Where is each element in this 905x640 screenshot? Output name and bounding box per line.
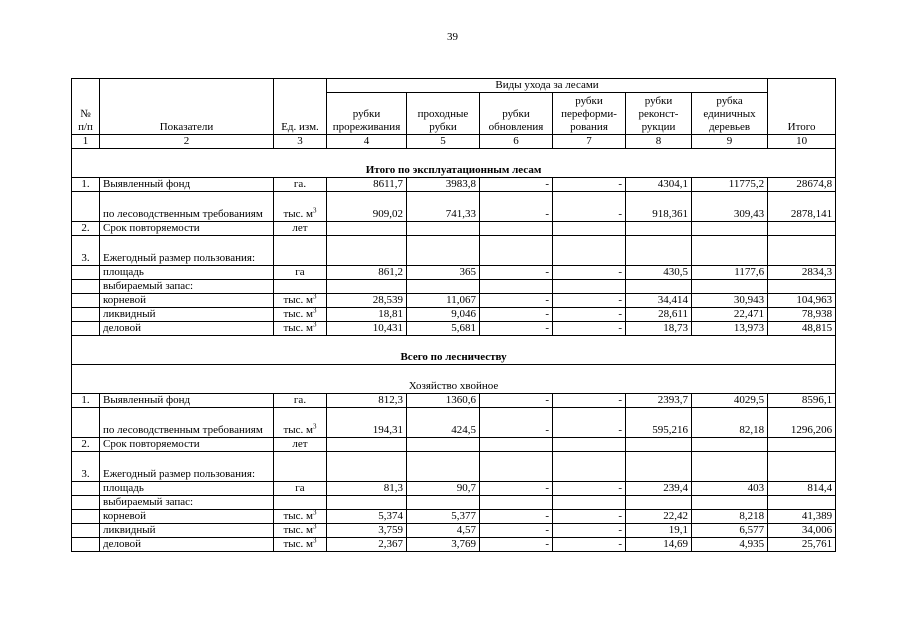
row-number: 2. xyxy=(72,222,100,236)
row-value-6: - xyxy=(480,308,553,322)
row-value-7: - xyxy=(553,308,626,322)
row-value-5 xyxy=(407,280,480,294)
row-value-8: 14,69 xyxy=(626,538,692,552)
row-value-4 xyxy=(327,496,407,510)
row-value-4: 2,367 xyxy=(327,538,407,552)
row-value-8: 28,611 xyxy=(626,308,692,322)
row-value-9: 11775,2 xyxy=(692,178,768,192)
row-number xyxy=(72,510,100,524)
row-value-4 xyxy=(327,452,407,482)
row-value-9: 13,973 xyxy=(692,322,768,336)
row-value-4: 28,539 xyxy=(327,294,407,308)
row-value-9: 82,18 xyxy=(692,408,768,438)
row-value-8: 19,1 xyxy=(626,524,692,538)
row-number xyxy=(72,308,100,322)
row-value-8: 34,414 xyxy=(626,294,692,308)
column-number-4: 4 xyxy=(327,135,407,149)
row-value-4: 5,374 xyxy=(327,510,407,524)
row-label: площадь xyxy=(100,266,274,280)
header-type-3: рубки обновления xyxy=(480,93,553,135)
row-label: Выявленный фонд xyxy=(100,394,274,408)
row-value-6: - xyxy=(480,178,553,192)
row-value-7: - xyxy=(553,524,626,538)
row-value-10: 8596,1 xyxy=(768,394,836,408)
row-label: ликвидный xyxy=(100,308,274,322)
row-label: Срок повторяемости xyxy=(100,222,274,236)
row-value-5: 4,57 xyxy=(407,524,480,538)
row-value-9 xyxy=(692,236,768,266)
table-row xyxy=(72,510,836,524)
table-row xyxy=(72,178,836,192)
row-label: Выявленный фонд xyxy=(100,178,274,192)
row-value-7: - xyxy=(553,482,626,496)
row-value-5 xyxy=(407,438,480,452)
header-type-1: рубки прореживания xyxy=(327,93,407,135)
row-value-6: - xyxy=(480,482,553,496)
row-unit: га xyxy=(274,482,327,496)
row-value-7: - xyxy=(553,178,626,192)
table-row xyxy=(72,236,836,266)
row-value-8: 18,73 xyxy=(626,322,692,336)
row-label: деловой xyxy=(100,538,274,552)
row-label: Ежегодный размер пользования: xyxy=(100,452,274,482)
row-value-7: - xyxy=(553,322,626,336)
row-value-10: 814,4 xyxy=(768,482,836,496)
row-value-4: 18,81 xyxy=(327,308,407,322)
row-number: 1. xyxy=(72,178,100,192)
column-number-9: 9 xyxy=(692,135,768,149)
header-total: Итого xyxy=(768,79,836,135)
column-number-6: 6 xyxy=(480,135,553,149)
row-unit xyxy=(274,280,327,294)
row-unit: тыс. $м^3$ xyxy=(274,510,327,524)
row-value-9 xyxy=(692,280,768,294)
row-value-8: 2393,7 xyxy=(626,394,692,408)
row-value-4: 10,431 xyxy=(327,322,407,336)
row-unit: га. xyxy=(274,178,327,192)
row-value-5: 5,377 xyxy=(407,510,480,524)
row-value-8: 595,216 xyxy=(626,408,692,438)
row-value-6: - xyxy=(480,408,553,438)
section-subtitle-row xyxy=(72,365,836,394)
row-value-5: 741,33 xyxy=(407,192,480,222)
section-title-row xyxy=(72,149,836,178)
row-value-6 xyxy=(480,236,553,266)
header-type-2: проходные рубки xyxy=(407,93,480,135)
row-unit: га. xyxy=(274,394,327,408)
column-number-2: 2 xyxy=(100,135,274,149)
row-label: корневой xyxy=(100,294,274,308)
row-label: по лесоводственным требованиям xyxy=(100,192,274,222)
row-value-4 xyxy=(327,280,407,294)
row-value-8 xyxy=(626,438,692,452)
column-number-5: 5 xyxy=(407,135,480,149)
row-value-7: - xyxy=(553,294,626,308)
row-value-5 xyxy=(407,452,480,482)
row-value-8: 918,361 xyxy=(626,192,692,222)
row-value-9 xyxy=(692,438,768,452)
row-value-6 xyxy=(480,438,553,452)
row-number: 3. xyxy=(72,452,100,482)
row-number: 3. xyxy=(72,236,100,266)
row-value-9: 309,43 xyxy=(692,192,768,222)
row-value-10: 41,389 xyxy=(768,510,836,524)
row-number xyxy=(72,322,100,336)
row-value-7: - xyxy=(553,408,626,438)
row-value-9: 22,471 xyxy=(692,308,768,322)
row-label: ликвидный xyxy=(100,524,274,538)
row-value-10: 2834,3 xyxy=(768,266,836,280)
column-number-1: 1 xyxy=(72,135,100,149)
row-value-5: 3983,8 xyxy=(407,178,480,192)
row-value-7 xyxy=(553,496,626,510)
row-value-7 xyxy=(553,222,626,236)
row-value-5 xyxy=(407,496,480,510)
row-number: 2. xyxy=(72,438,100,452)
table-row xyxy=(72,408,836,438)
row-value-4 xyxy=(327,236,407,266)
row-unit: тыс. $м^3$ xyxy=(274,294,327,308)
row-label: Ежегодный размер пользования: xyxy=(100,236,274,266)
row-number xyxy=(72,482,100,496)
row-label: корневой xyxy=(100,510,274,524)
row-value-7 xyxy=(553,280,626,294)
row-label: выбираемый запас: xyxy=(100,496,274,510)
row-label: площадь xyxy=(100,482,274,496)
row-unit: тыс. $м^3$ xyxy=(274,192,327,222)
row-value-6 xyxy=(480,222,553,236)
row-value-10 xyxy=(768,236,836,266)
row-number xyxy=(72,408,100,438)
row-value-10: 104,963 xyxy=(768,294,836,308)
row-value-8: 430,5 xyxy=(626,266,692,280)
row-value-5: 1360,6 xyxy=(407,394,480,408)
row-value-4: 81,3 xyxy=(327,482,407,496)
row-label: по лесоводственным требованиям xyxy=(100,408,274,438)
row-value-5 xyxy=(407,236,480,266)
row-value-9: 403 xyxy=(692,482,768,496)
row-value-7: - xyxy=(553,538,626,552)
row-value-5: 365 xyxy=(407,266,480,280)
table-row xyxy=(72,280,836,294)
row-value-6: - xyxy=(480,510,553,524)
table-row xyxy=(72,322,836,336)
row-value-9 xyxy=(692,222,768,236)
row-value-4: 909,02 xyxy=(327,192,407,222)
row-value-8 xyxy=(626,222,692,236)
row-value-5: 9,046 xyxy=(407,308,480,322)
row-value-4 xyxy=(327,222,407,236)
row-value-4 xyxy=(327,438,407,452)
row-value-8 xyxy=(626,280,692,294)
row-value-9: 4029,5 xyxy=(692,394,768,408)
row-unit: лет xyxy=(274,222,327,236)
row-value-6: - xyxy=(480,266,553,280)
row-value-10: 28674,8 xyxy=(768,178,836,192)
row-value-4: 194,31 xyxy=(327,408,407,438)
row-value-8 xyxy=(626,496,692,510)
row-value-10: 25,761 xyxy=(768,538,836,552)
table-row xyxy=(72,452,836,482)
table-row xyxy=(72,496,836,510)
row-label: Срок повторяемости xyxy=(100,438,274,452)
row-value-5: 3,769 xyxy=(407,538,480,552)
header-indicators: Показатели xyxy=(100,79,274,135)
row-value-8: 22,42 xyxy=(626,510,692,524)
table-row xyxy=(72,192,836,222)
row-value-9: 30,943 xyxy=(692,294,768,308)
row-unit: лет xyxy=(274,438,327,452)
row-value-7: - xyxy=(553,192,626,222)
row-value-8: 239,4 xyxy=(626,482,692,496)
row-value-10 xyxy=(768,438,836,452)
column-number-8: 8 xyxy=(626,135,692,149)
row-value-9 xyxy=(692,496,768,510)
row-value-6 xyxy=(480,496,553,510)
row-value-8 xyxy=(626,452,692,482)
row-value-9: 4,935 xyxy=(692,538,768,552)
column-number-3: 3 xyxy=(274,135,327,149)
row-label: деловой xyxy=(100,322,274,336)
row-value-9: 8,218 xyxy=(692,510,768,524)
header-group: Виды ухода за лесами xyxy=(327,79,768,93)
table-row xyxy=(72,308,836,322)
row-unit: тыс. $м^3$ xyxy=(274,308,327,322)
row-value-5: 424,5 xyxy=(407,408,480,438)
row-value-9: 1177,6 xyxy=(692,266,768,280)
row-value-9 xyxy=(692,452,768,482)
row-unit: га xyxy=(274,266,327,280)
section-subtitle: Хозяйство хвойное xyxy=(72,365,836,394)
header-unit: Ед. изм. xyxy=(274,79,327,135)
table-row xyxy=(72,438,836,452)
table-row xyxy=(72,266,836,280)
row-value-7: - xyxy=(553,510,626,524)
row-unit: тыс. $м^3$ xyxy=(274,408,327,438)
row-unit xyxy=(274,236,327,266)
row-value-4: 3,759 xyxy=(327,524,407,538)
column-number-10: 10 xyxy=(768,135,836,149)
row-value-5: 5,681 xyxy=(407,322,480,336)
row-number xyxy=(72,266,100,280)
forest-care-table xyxy=(71,78,836,552)
row-unit xyxy=(274,496,327,510)
row-number xyxy=(72,192,100,222)
table-row xyxy=(72,294,836,308)
row-label: выбираемый запас: xyxy=(100,280,274,294)
row-value-6 xyxy=(480,280,553,294)
row-value-4: 861,2 xyxy=(327,266,407,280)
page-number: 39 xyxy=(447,31,458,43)
column-number-7: 7 xyxy=(553,135,626,149)
row-value-6: - xyxy=(480,322,553,336)
row-number xyxy=(72,524,100,538)
header-type-6: рубка единичных деревьев xyxy=(692,93,768,135)
header-type-4: рубки переформи-рования xyxy=(553,93,626,135)
header-type-5: рубки реконст-рукции xyxy=(626,93,692,135)
row-value-4: 812,3 xyxy=(327,394,407,408)
row-value-8 xyxy=(626,236,692,266)
row-value-6 xyxy=(480,452,553,482)
row-unit: тыс. $м^3$ xyxy=(274,538,327,552)
row-value-5: 11,067 xyxy=(407,294,480,308)
row-number xyxy=(72,538,100,552)
row-unit: тыс. $м^3$ xyxy=(274,524,327,538)
header-num: № п/п xyxy=(72,79,100,135)
row-number xyxy=(72,496,100,510)
row-value-10: 34,006 xyxy=(768,524,836,538)
row-value-10 xyxy=(768,452,836,482)
row-value-8: 4304,1 xyxy=(626,178,692,192)
row-value-9: 6,577 xyxy=(692,524,768,538)
table-row xyxy=(72,538,836,552)
row-value-7: - xyxy=(553,394,626,408)
table-row xyxy=(72,222,836,236)
row-value-7: - xyxy=(553,266,626,280)
section-title-row xyxy=(72,336,836,365)
table-row xyxy=(72,524,836,538)
row-number xyxy=(72,280,100,294)
row-value-4: 8611,7 xyxy=(327,178,407,192)
row-value-10 xyxy=(768,496,836,510)
row-value-10: 78,938 xyxy=(768,308,836,322)
row-value-10: 2878,141 xyxy=(768,192,836,222)
table-row xyxy=(72,394,836,408)
row-value-7 xyxy=(553,452,626,482)
row-value-6: - xyxy=(480,394,553,408)
row-value-6: - xyxy=(480,524,553,538)
row-value-10 xyxy=(768,280,836,294)
row-value-10 xyxy=(768,222,836,236)
row-value-5 xyxy=(407,222,480,236)
row-value-6: - xyxy=(480,294,553,308)
row-unit xyxy=(274,452,327,482)
row-value-6: - xyxy=(480,538,553,552)
row-value-7 xyxy=(553,236,626,266)
row-value-5: 90,7 xyxy=(407,482,480,496)
row-value-6: - xyxy=(480,192,553,222)
row-number xyxy=(72,294,100,308)
section-title: Всего по лесничеству xyxy=(72,336,836,365)
row-value-7 xyxy=(553,438,626,452)
row-value-10: 1296,206 xyxy=(768,408,836,438)
row-number: 1. xyxy=(72,394,100,408)
row-unit: тыс. $м^3$ xyxy=(274,322,327,336)
table-row xyxy=(72,482,836,496)
row-value-10: 48,815 xyxy=(768,322,836,336)
section-title: Итого по эксплуатационным лесам xyxy=(72,149,836,178)
